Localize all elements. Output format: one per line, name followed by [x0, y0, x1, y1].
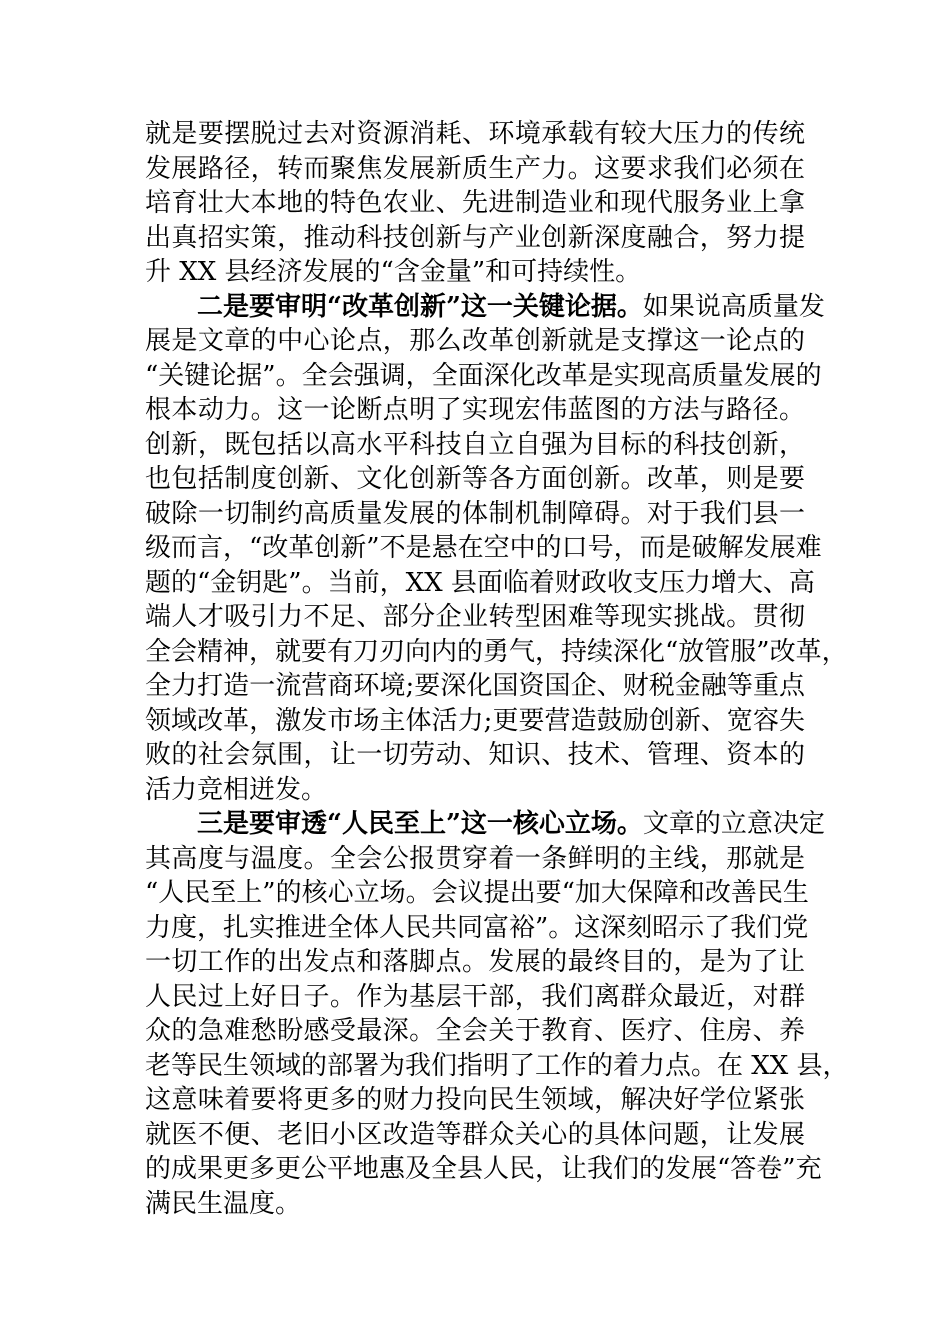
text-line: 根本动力。这一论断点明了实现宏伟蓝图的方法与路径。 [145, 395, 805, 425]
text-line: 其高度与温度。全会公报贯穿着一条鲜明的主线，那就是 [145, 843, 805, 874]
text-line: 活力竞相迸发。 [145, 774, 328, 805]
paragraph-2 [145, 290, 848, 808]
text-line: 老等民生领域的部署为我们指明了工作的着力点。在 XX 县， [145, 1050, 849, 1081]
text-line: 全力打造一流营商环境;要深化国资国企、财税金融等重点 [145, 671, 805, 701]
document-page [145, 117, 849, 1221]
text-line: 就是要摆脱过去对资源消耗、环境承载有较大压力的传统 [145, 119, 805, 149]
text-line: 人民过上好日子。作为基层干部，我们离群众最近，对群 [145, 981, 805, 1012]
text-line: 也包括制度创新、文化创新等各方面创新。改革，则是要 [145, 464, 805, 494]
text-line: 展是文章的中心论点，那么改革创新就是支撑这一论点的 [145, 326, 805, 356]
paragraph-heading: 三是要审透“人民至上”这一核心立场。 [197, 809, 643, 839]
text-line: 全会精神，就要有刀刃向内的勇气，持续深化“放管服”改革， [145, 636, 848, 667]
text-line: 端人才吸引力不足、部分企业转型困难等现实挑战。贯彻 [145, 602, 805, 632]
text-line [145, 807, 825, 842]
text-line: “关键论据”。全会强调，全面深化改革是实现高质量发展的 [145, 360, 822, 391]
text-line: 领域改革，激发市场主体活力;更要营造鼓励创新、宽容失 [145, 705, 805, 736]
text-line: 就医不便、老旧小区改造等群众关心的具体问题，让发展 [145, 1119, 805, 1150]
text-line: 出真招实策，推动科技创新与产业创新深度融合，努力提 [145, 222, 805, 253]
text-line [145, 290, 825, 325]
text-line: 创新，既包括以高水平科技自立自强为目标的科技创新， [145, 429, 805, 460]
text-line: 败的社会氛围，让一切劳动、知识、技术、管理、资本的 [145, 740, 805, 770]
text-line: 满民生温度。 [145, 1188, 302, 1219]
paragraph-3 [145, 807, 849, 1221]
text-line: 级而言，“改革创新”不是悬在空中的口号，而是破解发展难 [145, 533, 822, 563]
text-line: 这意味着要将更多的财力投向民生领域，解决好学位紧张 [145, 1085, 805, 1115]
text-line: 众的急难愁盼感受最深。全会关于教育、医疗、住房、养 [145, 1016, 805, 1046]
paragraph-1 [145, 117, 805, 290]
text-span: 如果说高质量发 [642, 291, 825, 322]
text-line: 的成果更多更公平地惠及全县人民，让我们的发展“答卷”充 [145, 1154, 822, 1184]
text-line: 力度，扎实推进全体人民共同富裕”。这深刻昭示了我们党 [145, 912, 809, 943]
text-line: 题的“金钥匙”。当前，XX 县面临着财政收支压力增大、高 [145, 567, 815, 598]
text-line: 培育壮大本地的特色农业、先进制造业和现代服务业上拿 [145, 188, 805, 218]
text-span: 文章的立意决定 [642, 809, 825, 839]
text-line: 升 XX 县经济发展的“含金量”和可持续性。 [145, 257, 642, 287]
text-line: 发展路径，转而聚焦发展新质生产力。这要求我们必须在 [145, 153, 805, 184]
text-line: 一切工作的出发点和落脚点。发展的最终目的，是为了让 [145, 947, 805, 977]
text-line: “人民至上”的核心立场。会议提出要“加大保障和改善民生 [145, 878, 809, 908]
paragraph-heading: 二是要审明“改革创新”这一关键论据。 [197, 291, 643, 322]
text-line: 破除一切制约高质量发展的体制机制障碍。对于我们县一 [145, 498, 805, 529]
